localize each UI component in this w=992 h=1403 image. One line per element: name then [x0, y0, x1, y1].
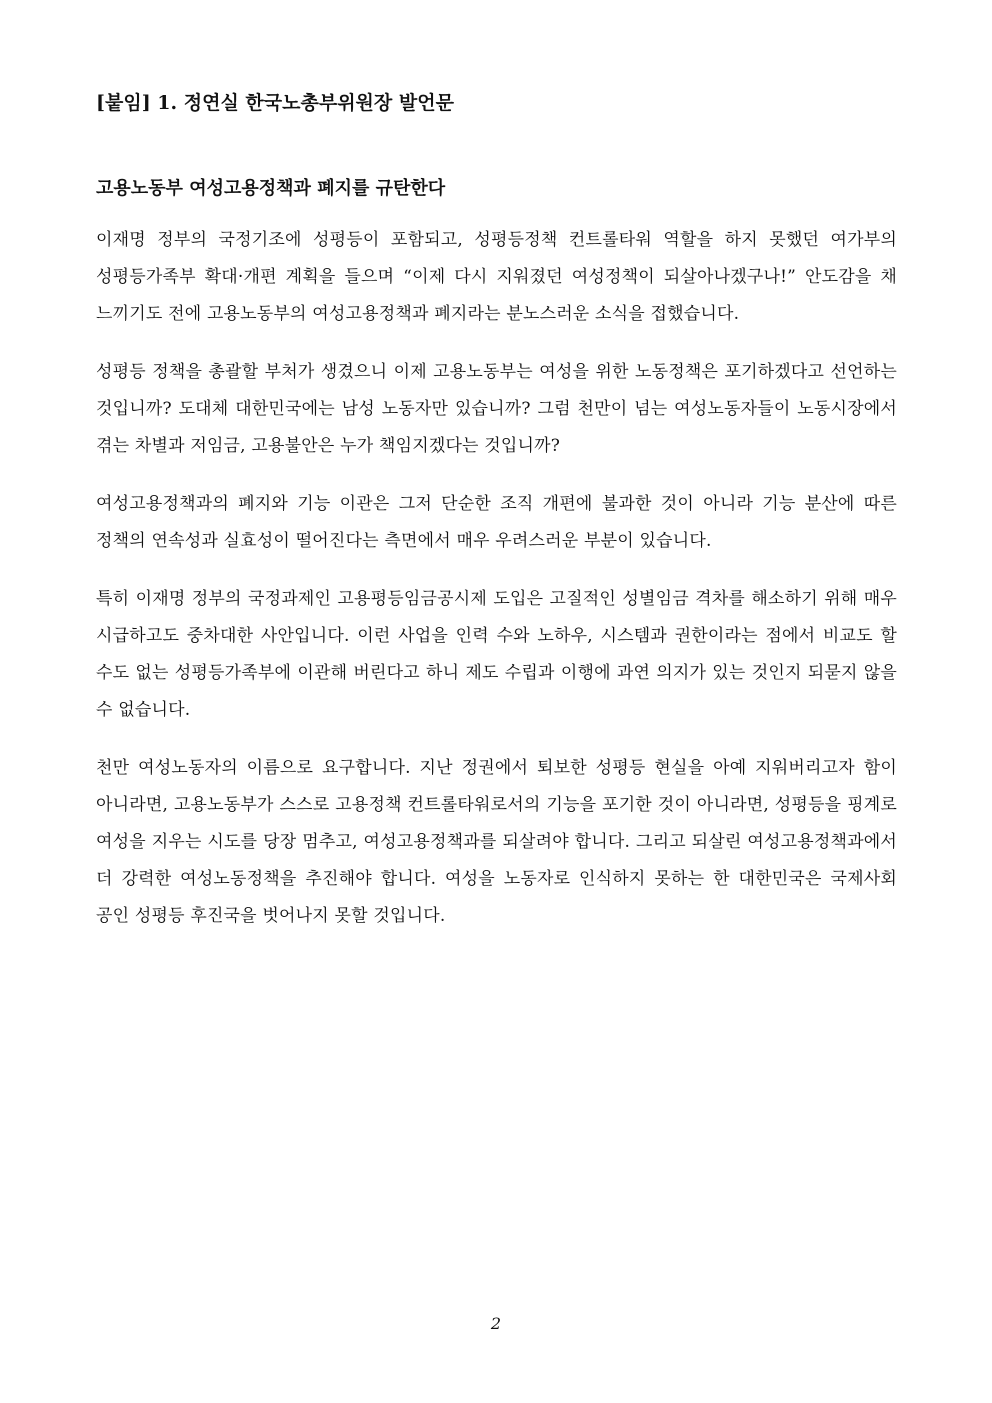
paragraph-3: 여성고용정책과의 폐지와 기능 이관은 그저 단순한 조직 개편에 불과한 것이 아니라 기능 분산에 따른 정책의 연속성과 실효성이 떨어진다는 측면에서 매우 우려스러운 부분이 있습니다. — [96, 494, 897, 551]
paragraph-5: 천만 여성노동자의 이름으로 요구합니다. 지난 정권에서 퇴보한 성평등 현실을 아예 지워버리고자 함이 아니라면, 고용노동부가 스스로 고용정책 컨트롤타워로서의 기능을 포기한 것이 아니라면, 성평등을 핑계로 여성을 지우는 시도를 당장 멈추고, 여성고용정책과를 되살려야 합니다. 그리고 되살린 여성고용정책과에서 더 강력한 여성노동정책을 추진해야 합니다. 여성을 노동자로 인식하지 못하는 한 대한민국은 국제사회 공인 성평등 후진국을 벗어나지 못할 것입니다. — [96, 758, 897, 926]
paragraph-4: 특히 이재명 정부의 국정과제인 고용평등임금공시제 도입은 고질적인 성별임금 격차를 해소하기 위해 매우 시급하고도 중차대한 사안입니다. 이런 사업을 인력 수와 노하우, 시스템과 권한이라는 점에서 비교도 할 수도 없는 성평등가족부에 이관해 버린다고 하니 제도 수립과 이행에 과연 의지가 있는 것인지 되묻지 않을 수 없습니다. — [96, 589, 897, 720]
statement-body — [96, 222, 897, 956]
section-heading: 고용노동부 여성고용정책과 폐지를 규탄한다 — [96, 178, 446, 199]
page-number: 2 — [490, 1314, 502, 1333]
attachment-heading: [붙임] 1. 정연실 한국노총부위원장 발언문 — [96, 92, 454, 114]
paragraph-1: 이재명 정부의 국정기조에 성평등이 포함되고, 성평등정책 컨트롤타워 역할을 하지 못했던 여가부의 성평등가족부 확대·개편 계획을 들으며 “이제 다시 지워졌던 여성정책이 되살아나겠구나!” 안도감을 채 느끼기도 전에 고용노동부의 여성고용정책과 폐지라는 분노스러운 소식을 접했습니다. — [96, 230, 897, 324]
paragraph-2: 성평등 정책을 총괄할 부처가 생겼으니 이제 고용노동부는 여성을 위한 노동정책은 포기하겠다고 선언하는 것입니까? 도대체 대한민국에는 남성 노동자만 있습니까? 그럼 천만이 넘는 여성노동자들이 노동시장에서 겪는 차별과 저임금, 고용불안은 누가 책임지겠다는 것입니까? — [96, 362, 897, 456]
